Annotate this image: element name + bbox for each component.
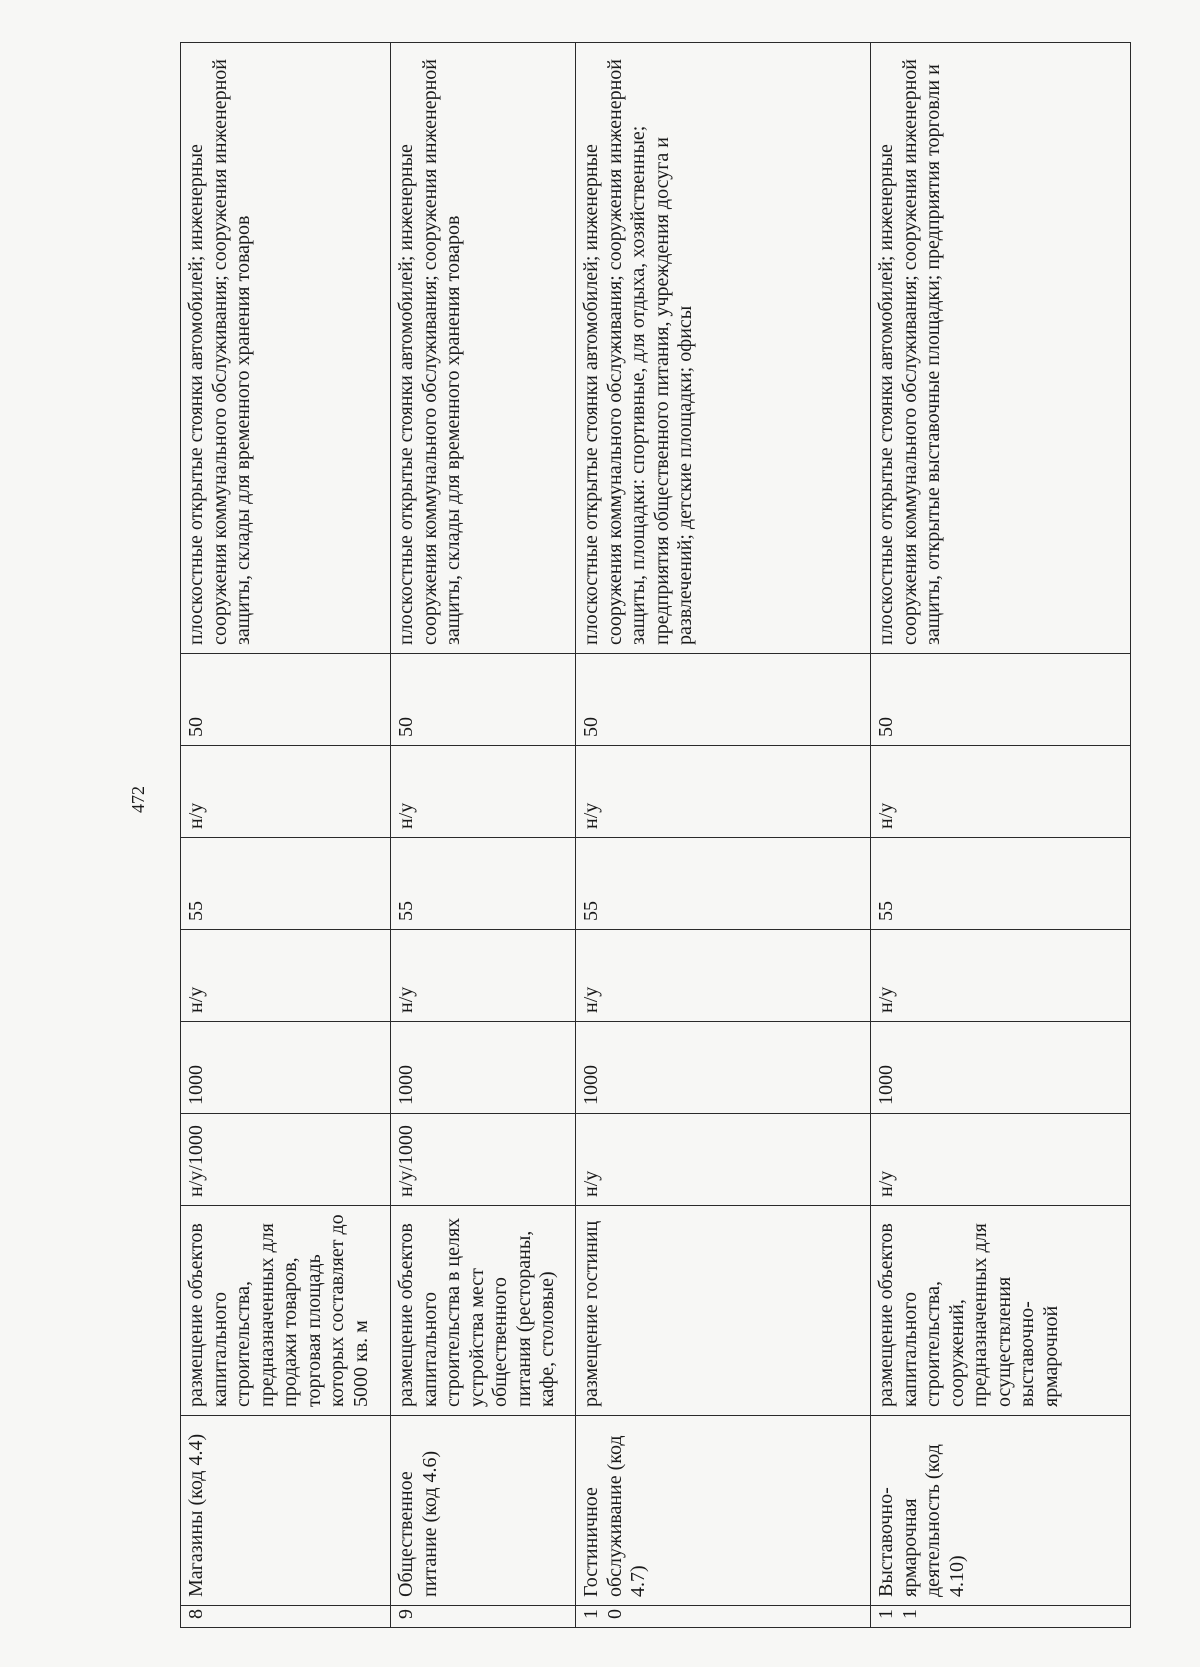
auxiliary-uses: плоскостные открытые стоянки автомобилей; инженерные сооружения коммунального обслуживания; сооружения инженерной защиты, склады для временного хранения товаров [181,43,391,654]
parameter-cell: 50 [181,654,391,746]
table-row [871,43,1131,1628]
parameter-cell: н/у [576,930,871,1022]
parameter-cell: н/у [871,1114,1131,1206]
row-number: 8 [181,1606,391,1628]
land-use-description: размещение объектов капитального строительства в целях устройства мест общественного питания (рестораны, кафе, столовые) [391,1206,576,1416]
parameter-cell: 55 [871,838,1131,930]
parameter-cell: н/у [391,746,576,838]
parameter-cell: н/у [181,746,391,838]
parameter-cell: н/у [181,930,391,1022]
parameter-cell: н/у/1000 [391,1114,576,1206]
land-use-description: размещение объектов капитального строительства, сооружений, предназначенных для осуществления выставочно-ярмарочной [871,1206,1131,1416]
zoning-table [180,42,1131,1628]
parameter-cell: 50 [391,654,576,746]
auxiliary-uses: плоскостные открытые стоянки автомобилей; инженерные сооружения коммунального обслуживания; сооружения инженерной защиты, открытые выставочные площадки; предприятия торговли и [871,43,1131,654]
table-row [576,43,871,1628]
parameter-cell: 55 [181,838,391,930]
parameter-cell: 1000 [391,1022,576,1114]
parameter-cell: 55 [576,838,871,930]
table-row [181,43,391,1628]
parameter-cell: 1000 [181,1022,391,1114]
parameter-cell: н/у [576,1114,871,1206]
parameter-cell: н/у [576,746,871,838]
parameter-cell: 55 [391,838,576,930]
page-number: 472 [128,786,148,813]
row-number: 11 [871,1606,1131,1628]
parameter-cell: 50 [576,654,871,746]
table-row [391,43,576,1628]
land-use-description: размещение гостиниц [576,1206,871,1416]
parameter-cell: 1000 [576,1022,871,1114]
parameter-cell: н/у [871,930,1131,1022]
land-use-name: Выставочно-ярмарочная деятельность (код 4.10) [871,1416,1131,1606]
parameter-cell: н/у [391,930,576,1022]
row-number: 9 [391,1606,576,1628]
parameter-cell: н/у [871,746,1131,838]
auxiliary-uses: плоскостные открытые стоянки автомобилей; инженерные сооружения коммунального обслуживания; сооружения инженерной защиты, склады для временного хранения товаров [391,43,576,654]
land-use-name: Магазины (код 4.4) [181,1416,391,1606]
parameter-cell: 50 [871,654,1131,746]
land-use-name: Общественное питание (код 4.6) [391,1416,576,1606]
row-number: 10 [576,1606,871,1628]
land-use-description: размещение объектов капитального строительства, предназначенных для продажи товаров, торговая площадь которых составляет до 5000 кв. м [181,1206,391,1416]
parameter-cell: 1000 [871,1022,1131,1114]
land-use-name: Гостиничное обслуживание (код 4.7) [576,1416,871,1606]
rotated-table-wrapper [180,43,1130,1628]
parameter-cell: н/у/1000 [181,1114,391,1206]
auxiliary-uses: плоскостные открытые стоянки автомобилей; инженерные сооружения коммунального обслуживания; сооружения инженерной защиты, площадки: спортивные, для отдыха, хозяйственные; предприятия общественного питания, учреждения досуга и развлечений; детские площадки; офисы [576,43,871,654]
